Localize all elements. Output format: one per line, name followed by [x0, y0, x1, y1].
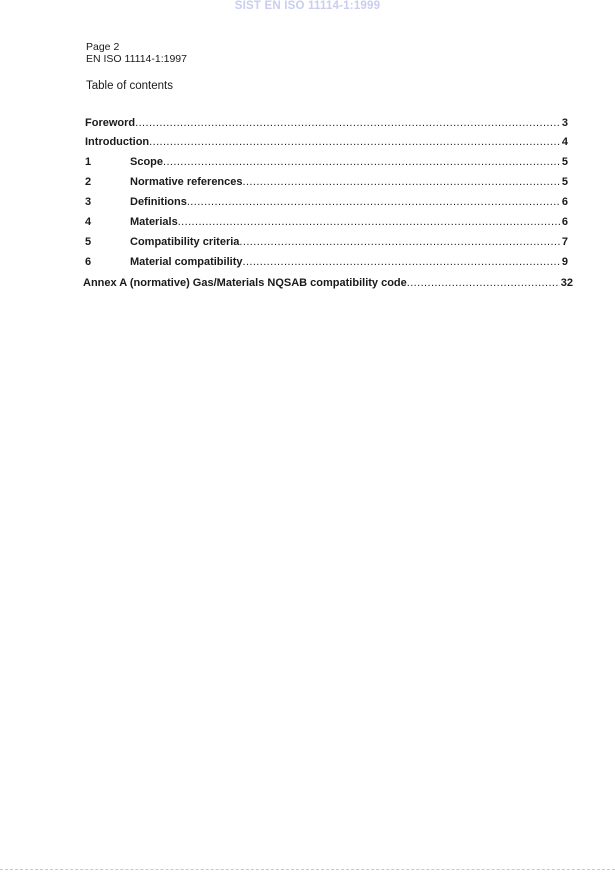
toc-leader-dots	[163, 155, 561, 169]
toc-entry-materials[interactable]	[85, 215, 568, 229]
toc-entry-label: Materials	[130, 216, 178, 228]
toc-entry-page: 4	[561, 136, 568, 148]
toc-entry-number: 2	[85, 176, 92, 188]
toc-entry-compatibility-criteria[interactable]	[85, 235, 568, 249]
toc-entry-label: Introduction	[85, 136, 150, 148]
toc-leader-dots	[243, 175, 561, 189]
toc-title: Table of contents	[86, 80, 173, 92]
toc-leader-dots	[407, 276, 560, 290]
toc-entry-page: 6	[561, 196, 568, 208]
toc-entry-scope[interactable]	[85, 155, 568, 169]
toc-entry-label: Compatibility criteria	[130, 236, 240, 248]
toc-entry-number: 6	[85, 256, 92, 268]
toc-entry-annex-a[interactable]	[83, 276, 573, 290]
toc-entry-introduction[interactable]	[85, 135, 568, 149]
toc-entry-foreword[interactable]	[85, 116, 568, 130]
standard-identifier: EN ISO 11114-1:1997	[86, 53, 187, 65]
toc-leader-dots	[149, 135, 561, 149]
toc-entry-page: 5	[561, 176, 568, 188]
scan-bottom-edge	[0, 869, 615, 870]
toc-leader-dots	[178, 215, 561, 229]
toc-entry-page: 7	[561, 236, 568, 248]
toc-entry-number: 1	[85, 156, 92, 168]
toc-leader-dots	[135, 116, 561, 130]
toc-entry-label: Foreword	[85, 117, 136, 129]
toc-entry-definitions[interactable]	[85, 195, 568, 209]
toc-entry-label: Scope	[130, 156, 164, 168]
toc-entry-label: Annex A (normative) Gas/Materials NQSAB compatibility code	[83, 277, 407, 289]
toc-leader-dots	[239, 235, 560, 249]
watermark: SIST EN ISO 11114-1:1999	[234, 0, 381, 12]
toc-entry-label: Normative references	[130, 176, 243, 188]
toc-entry-page: 5	[561, 156, 568, 168]
toc-entry-page: 32	[560, 277, 573, 289]
toc-entry-material-compatibility[interactable]	[85, 255, 568, 269]
page-header	[86, 41, 187, 65]
toc-entry-label: Material compatibility	[130, 256, 243, 268]
toc-entry-label: Definitions	[130, 196, 187, 208]
toc-entry-number: 3	[85, 196, 92, 208]
toc-entry-number: 5	[85, 236, 92, 248]
toc-entry-page: 3	[561, 117, 568, 129]
toc-entry-number: 4	[85, 216, 92, 228]
toc-leader-dots	[187, 195, 561, 209]
page-number-label: Page 2	[86, 41, 120, 53]
toc-entry-page: 6	[561, 216, 568, 228]
toc-leader-dots	[242, 255, 560, 269]
toc-entry-normative-references[interactable]	[85, 175, 568, 189]
toc-entry-page: 9	[561, 256, 568, 268]
